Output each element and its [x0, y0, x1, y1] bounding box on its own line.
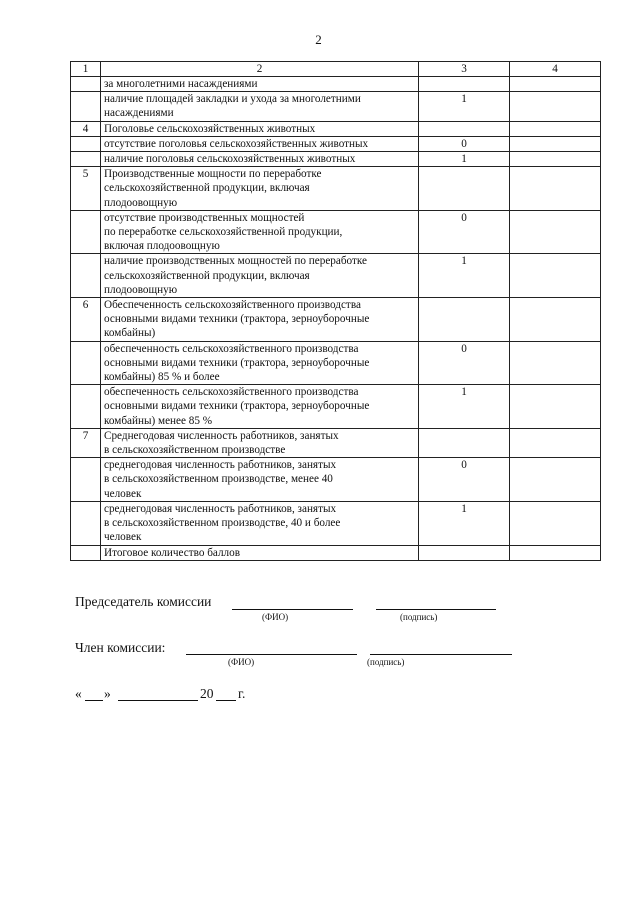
date-month-line	[118, 700, 198, 701]
score-cell: 0	[419, 136, 510, 151]
extra-cell	[510, 254, 601, 298]
table-row	[71, 385, 601, 429]
table-row	[71, 152, 601, 167]
extra-cell	[510, 428, 601, 457]
criterion-text-cell: отсутствие производственных мощностей по переработке сельскохозяйственной продукции, включая плодоовощную	[101, 210, 419, 254]
criteria-table	[70, 61, 601, 561]
row-number-cell	[71, 136, 101, 151]
column-header-4: 4	[510, 62, 601, 77]
table-row	[71, 167, 601, 211]
table-row	[71, 210, 601, 254]
date-year-suffix: г.	[238, 686, 246, 701]
criterion-text-cell: среднегодовая численность работников, занятых в сельскохозяйственном производстве, 40 и более человек	[101, 501, 419, 545]
row-number-cell	[71, 341, 101, 385]
criterion-text-cell: обеспеченность сельскохозяйственного производства основными видами техники (трактора, зерноуборочные комбайны) 85 % и более	[101, 341, 419, 385]
column-header-2: 2	[101, 62, 419, 77]
score-cell: 1	[419, 385, 510, 429]
table-header-row	[71, 62, 601, 77]
row-number-cell	[71, 254, 101, 298]
score-cell: 0	[419, 458, 510, 502]
score-cell	[419, 167, 510, 211]
criterion-text-cell: Обеспеченность сельскохозяйственного производства основными видами техники (трактора, зерноуборочные комбайны)	[101, 298, 419, 342]
row-number-cell	[71, 152, 101, 167]
table-row	[71, 254, 601, 298]
row-number-cell	[71, 210, 101, 254]
member-signature-caption: (подпись)	[367, 657, 405, 667]
member-label: Член комиссии:	[75, 640, 166, 655]
table-row	[71, 136, 601, 151]
table-row	[71, 428, 601, 457]
row-number-cell	[71, 458, 101, 502]
member-signature-line	[370, 654, 512, 655]
row-number-cell	[71, 545, 101, 560]
extra-cell	[510, 77, 601, 92]
chairman-label: Председатель комиссии	[75, 594, 212, 609]
score-cell	[419, 545, 510, 560]
column-header-1: 1	[71, 62, 101, 77]
table-row	[71, 501, 601, 545]
extra-cell	[510, 210, 601, 254]
criteria-table-body	[71, 62, 601, 561]
date-year-line	[216, 700, 236, 701]
score-cell: 0	[419, 341, 510, 385]
extra-cell	[510, 152, 601, 167]
criterion-text-cell: Поголовье сельскохозяйственных животных	[101, 121, 419, 136]
extra-cell	[510, 341, 601, 385]
row-number-cell	[71, 501, 101, 545]
member-fio-caption: (ФИО)	[228, 657, 255, 667]
criterion-text-cell: наличие поголовья сельскохозяйственных животных	[101, 152, 419, 167]
chairman-fio-caption: (ФИО)	[262, 612, 289, 622]
table-row	[71, 77, 601, 92]
row-number-cell: 7	[71, 428, 101, 457]
extra-cell	[510, 121, 601, 136]
row-number-cell	[71, 92, 101, 121]
extra-cell	[510, 136, 601, 151]
extra-cell	[510, 501, 601, 545]
row-number-cell: 4	[71, 121, 101, 136]
date-open-quote: «	[75, 686, 82, 701]
table-row	[71, 458, 601, 502]
extra-cell	[510, 545, 601, 560]
row-number-cell: 6	[71, 298, 101, 342]
score-cell	[419, 428, 510, 457]
chairman-signature-line	[376, 609, 496, 610]
date-close-quote: »	[104, 686, 111, 701]
chairman-fio-line	[232, 609, 353, 610]
member-fio-line	[186, 654, 357, 655]
page-number: 2	[315, 32, 322, 47]
criterion-text-cell: отсутствие поголовья сельскохозяйственных животных	[101, 136, 419, 151]
criterion-text-cell: за многолетними насаждениями	[101, 77, 419, 92]
score-cell: 0	[419, 210, 510, 254]
row-number-cell: 5	[71, 167, 101, 211]
score-cell	[419, 121, 510, 136]
score-cell: 1	[419, 254, 510, 298]
extra-cell	[510, 298, 601, 342]
table-row	[71, 121, 601, 136]
extra-cell	[510, 167, 601, 211]
criterion-text-cell: Производственные мощности по переработке сельскохозяйственной продукции, включая плодоовощную	[101, 167, 419, 211]
table-row	[71, 92, 601, 121]
criterion-text-cell: Итоговое количество баллов	[101, 545, 419, 560]
extra-cell	[510, 92, 601, 121]
criterion-text-cell: наличие площадей закладки и ухода за многолетними насаждениями	[101, 92, 419, 121]
criterion-text-cell: среднегодовая численность работников, занятых в сельскохозяйственном производстве, менее 40 человек	[101, 458, 419, 502]
extra-cell	[510, 385, 601, 429]
score-cell: 1	[419, 152, 510, 167]
chairman-signature-caption: (подпись)	[400, 612, 438, 622]
date-year-prefix: 20	[200, 686, 214, 701]
table-row	[71, 341, 601, 385]
extra-cell	[510, 458, 601, 502]
date-day-line	[85, 700, 103, 701]
score-cell: 1	[419, 501, 510, 545]
row-number-cell	[71, 77, 101, 92]
table-row	[71, 298, 601, 342]
column-header-3: 3	[419, 62, 510, 77]
score-cell	[419, 77, 510, 92]
score-cell	[419, 298, 510, 342]
criterion-text-cell: обеспеченность сельскохозяйственного производства основными видами техники (трактора, зерноуборочные комбайны) менее 85 %	[101, 385, 419, 429]
criterion-text-cell: наличие производственных мощностей по переработке сельскохозяйственной продукции, включая плодоовощную	[101, 254, 419, 298]
table-row	[71, 545, 601, 560]
score-cell: 1	[419, 92, 510, 121]
criterion-text-cell: Среднегодовая численность работников, занятых в сельскохозяйственном производстве	[101, 428, 419, 457]
row-number-cell	[71, 385, 101, 429]
